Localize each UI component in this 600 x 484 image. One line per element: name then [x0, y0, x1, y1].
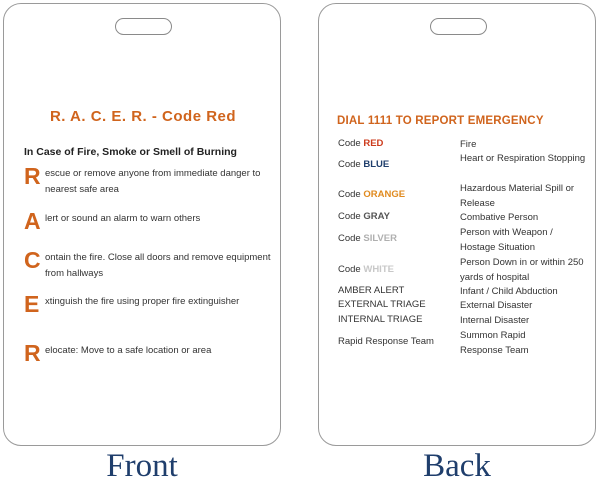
code-meaning: Person Down in or within 250 yards of hospital [460, 257, 584, 283]
code-label: Code WHITE [338, 264, 394, 275]
code-label [338, 336, 434, 347]
racer-letter: C [24, 247, 41, 273]
racer-letter: E [24, 291, 40, 317]
racer-letter: R [24, 340, 41, 366]
code-meaning: Heart or Respiration Stopping [460, 153, 586, 164]
back-caption: Back [423, 448, 491, 484]
code-name: AMBER ALERT [338, 285, 405, 296]
code-meaning: Hazardous Material Spill or Release [460, 183, 575, 209]
racer-letter: A [24, 208, 41, 234]
racer-text: elocate: Move to a safe location or area [45, 345, 212, 356]
code-meaning: Combative Person [460, 212, 539, 223]
racer-letter: R [24, 163, 41, 189]
code-name: GRAY [363, 211, 390, 222]
code-meaning: Person with Weapon / Hostage Situation [460, 227, 553, 253]
racer-text: ontain the fire. Close all doors and remove equipment from hallways [45, 252, 271, 279]
code-name: BLUE [363, 159, 390, 170]
code-name: SILVER [363, 233, 397, 244]
code-name: INTERNAL TRIAGE [338, 314, 423, 325]
back-header: DIAL 1111 TO REPORT EMERGENCY [337, 115, 544, 127]
code-name: WHITE [363, 264, 394, 275]
front-title: R. A. C. E. R. - Code Red [49, 108, 237, 125]
racer-text: lert or sound an alarm to warn others [45, 213, 201, 224]
code-label: Code ORANGE [338, 189, 406, 200]
code-label: Code GRAY [338, 211, 390, 222]
code-label [338, 299, 426, 310]
front-caption: Front [106, 448, 178, 484]
code-meaning: Internal Disaster [460, 315, 530, 326]
code-label [338, 285, 404, 296]
lanyard-slot [115, 18, 172, 35]
front-intro: In Case of Fire, Smoke or Smell of Burning [24, 146, 237, 158]
lanyard-slot [430, 18, 487, 35]
code-meaning: Summon Rapid Response Team [460, 330, 529, 356]
code-name: EXTERNAL TRIAGE [338, 299, 426, 310]
code-name: ORANGE [363, 189, 406, 200]
code-label: Code RED [338, 138, 384, 149]
front-card [3, 3, 281, 446]
racer-text: escue or remove anyone from immediate danger to nearest safe area [45, 168, 261, 195]
code-label: Code BLUE [338, 159, 390, 170]
code-label [338, 314, 422, 325]
back-card [318, 3, 596, 446]
code-meaning: Infant / Child Abduction [460, 286, 558, 297]
code-name: Rapid Response Team [338, 336, 434, 347]
code-meaning: External Disaster [460, 300, 533, 311]
code-name: RED [363, 138, 384, 149]
racer-text: xtinguish the fire using proper fire extinguisher [45, 296, 240, 307]
code-meaning: Fire [460, 139, 477, 150]
code-label: Code SILVER [338, 233, 397, 244]
